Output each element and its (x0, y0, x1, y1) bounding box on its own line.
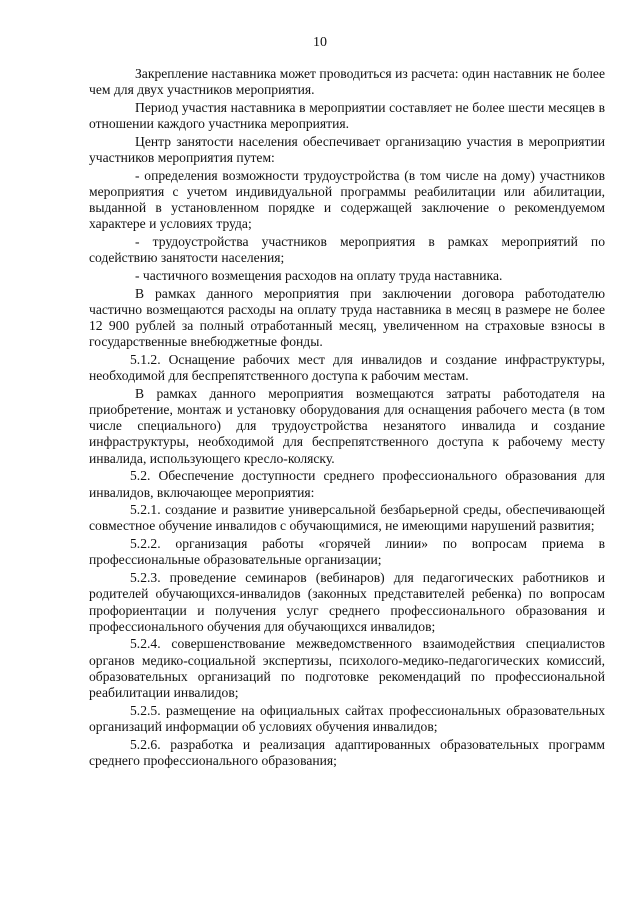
list-item-5-2-5: 5.2.5. размещение на официальных сайтах профессиональных образовательных организаций информации об условиях обучения инвалидов; (89, 702, 605, 734)
paragraph-equipment-costs: В рамках данного мероприятия возмещаются затраты работодателя на приобретение, монтаж и установку оборудования для оснащения рабочего места (в том числе специального) для трудоустройства незанятого инвалида и создание инфраструктуры, необходимой для беспрепятственного доступа к рабочему месту инвалида, использующего кресло-коляску. (89, 385, 605, 466)
page-number: 10 (313, 35, 327, 50)
list-item-5-2-4: 5.2.4. совершенствование межведомственного взаимодействия специалистов органов медико-социальной экспертизы, психолого-медико-педагогических комиссий, образовательных организаций по подготовке рекомендаций по профессиональной реабилитации инвалидов; (89, 636, 605, 701)
list-item-5-2-6: 5.2.6. разработка и реализация адаптированных образовательных программ среднего профессионального образования; (89, 736, 605, 768)
list-item-5-2-1: 5.2.1. создание и развитие универсальной безбарьерной среды, обеспечивающей совместное обучение инвалидов с обучающимися, не имеющими нарушений развития; (89, 502, 605, 534)
paragraph-mentor-period: Период участия наставника в мероприятии составляет не более шести месяцев в отношении каждого участника мероприятия. (89, 99, 605, 132)
list-item-5-2-3: 5.2.3. проведение семинаров (вебинаров) для педагогических работников и родителей обучающихся-инвалидов (законных представителей ребенка) по вопросам профориентации и получения услуг среднего профессионального образования и профессионального обучения для обучающихся инвалидов; (89, 570, 605, 634)
list-item-employment-participants: - трудоустройства участников мероприятия в рамках мероприятий по содействию занятости населения; (89, 234, 605, 266)
paragraph-reimbursement-amount: В рамках данного мероприятия при заключении договора работодателю частично возмещаются расходы на оплату труда наставника в месяц в размере не более 12 900 рублей за полный отработанный месяц, увеличенном на страховые взносы в государственные внебюджетные фонды. (89, 285, 605, 350)
paragraph-mentor-assignment: Закрепление наставника может проводиться из расчета: один наставник не более чем для двух участников мероприятия. (89, 66, 605, 98)
paragraph-employment-center: Центр занятости населения обеспечивает организацию участия в мероприятии участников мероприятия путем: (89, 133, 605, 166)
list-item-determine-employment: - определения возможности трудоустройства (в том числе на дому) участников мероприятия с учетом индивидуальной программы реабилитации или абилитации, выданной в установленном порядке и содержащей заключение о рекомендуемом характере и условиях труда; (89, 167, 605, 232)
list-item-partial-reimbursement: - частичного возмещения расходов на оплату труда наставника. (135, 267, 503, 283)
section-5-2-heading: 5.2. Обеспечение доступности среднего профессионального образования для инвалидов, включающее мероприятия: (89, 468, 605, 500)
document-body (89, 66, 605, 771)
list-item-5-2-2: 5.2.2. организация работы «горячей линии» по вопросам приема в профессиональные образовательные организации; (89, 536, 605, 568)
section-5-1-2-heading: 5.1.2. Оснащение рабочих мест для инвалидов и создание инфраструктуры, необходимой для беспрепятственного доступа к рабочим местам. (89, 351, 605, 384)
